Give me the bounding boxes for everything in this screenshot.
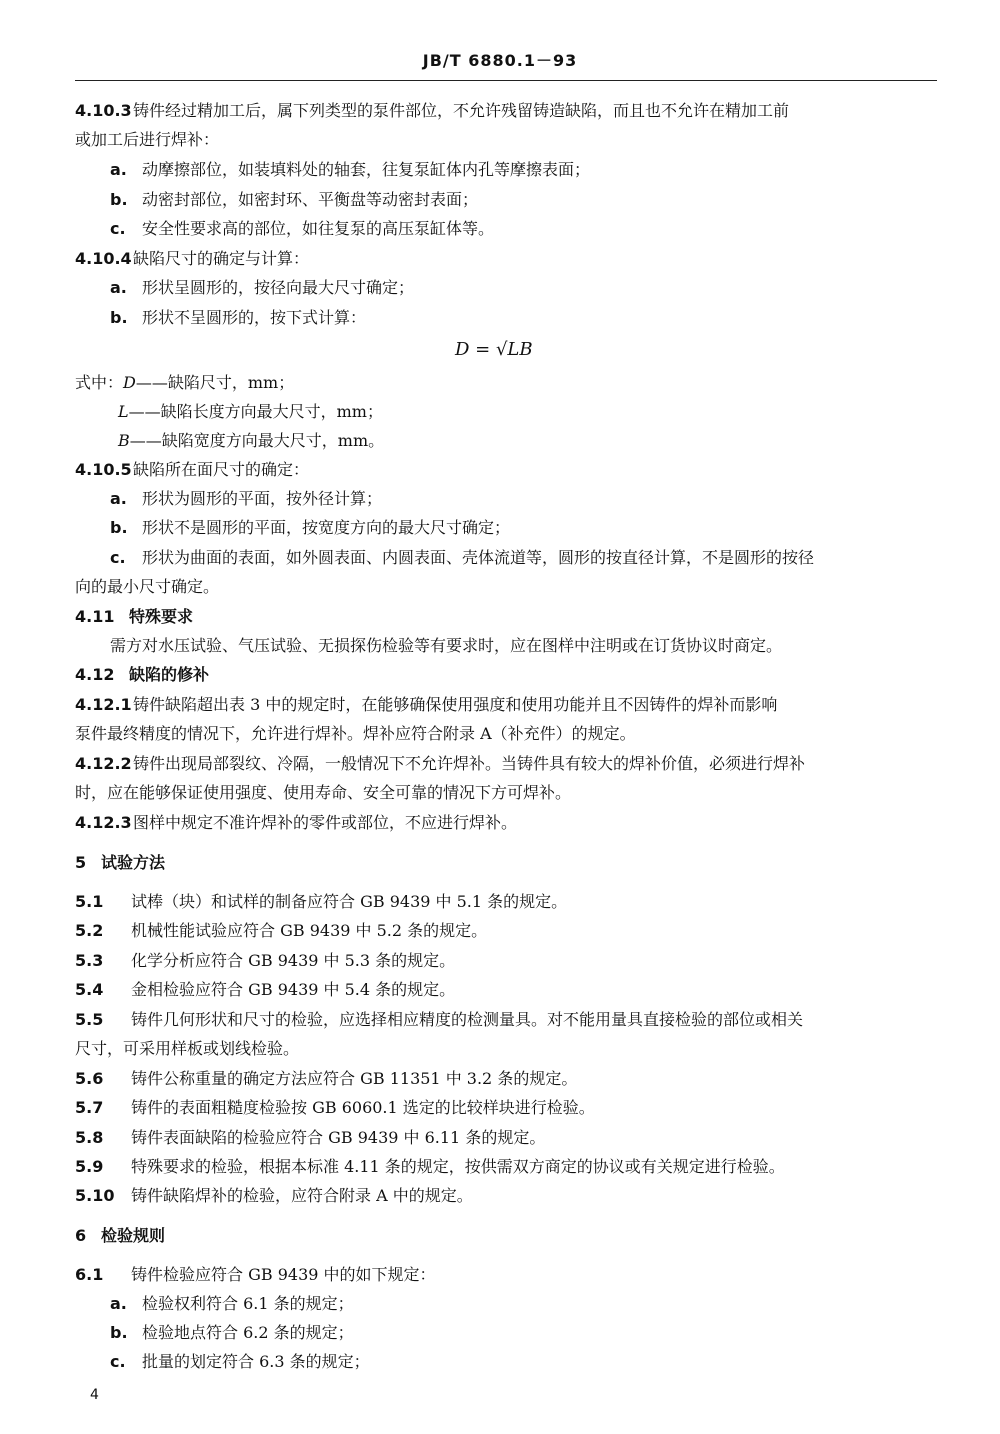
where-row-d: 式中：D——缺陷尺寸，mm； [75,373,295,392]
clause-5-10: 5.10 铸件缺陷焊补的检验，应符合附录 A 中的规定。 [75,1186,473,1205]
clause-4-11-text: 需方对水压试验、气压试验、无损探伤检验等有要求时，应在图样中注明或在订货协议时商定。 [110,636,783,655]
clause-title: 缺陷的修补 [129,665,210,684]
clause-5-7: 5.7 铸件的表面粗糙度检验按 GB 6060.1 选定的比较样块进行检验。 [75,1098,595,1117]
section-title: 检验规则 [101,1226,166,1245]
clause-number: 4.11 [75,607,115,626]
clause-4-11-heading [75,606,193,628]
clause-4-12-heading [75,664,209,686]
section-number: 5 [75,853,87,872]
clause-5-5: 5.5 铸件几何形状和尺寸的检验，应选择相应精度的检测量具。对不能用量具直接检验的部位或相关 [75,1010,804,1029]
clause-5-5-cont: 尺寸，可采用样板或划线检验。 [75,1039,300,1058]
list-item: a. 检验权利符合 6.1 条的规定； [110,1294,354,1313]
list-item: a. 形状为圆形的平面，按外径计算； [110,489,383,508]
page-number: 4 [90,1387,99,1403]
defect-size-formula: D = √LB [455,339,533,360]
list-item: c. 形状为曲面的表面，如外圆表面、内圆表面、壳体流道等，圆形的按直径计算，不是圆形的按径 [110,548,815,567]
clause-number: 4.12.1 [75,695,132,714]
clause-text: 缺陷所在面尺寸的确定： [133,460,310,479]
clause-4-10-5 [75,459,309,481]
clause-5-8: 5.8 铸件表面缺陷的检验应符合 GB 9439 中 6.11 条的规定。 [75,1128,546,1147]
section-title: 试验方法 [101,853,166,872]
section-6-heading [75,1225,165,1247]
section-5-heading [75,852,165,874]
clause-5-2: 5.2 机械性能试验应符合 GB 9439 中 5.2 条的规定。 [75,921,488,940]
clause-title: 特殊要求 [129,607,194,626]
clause-4-12-1: 4.12.1铸件缺陷超出表 3 中的规定时，在能够确保使用强度和使用功能并且不因铸件的焊补而影响 [75,695,778,714]
where-row-l: L——缺陷长度方向最大尺寸，mm； [118,402,383,421]
clause-5-3: 5.3 化学分析应符合 GB 9439 中 5.3 条的规定。 [75,951,456,970]
where-row-b: B——缺陷宽度方向最大尺寸，mm。 [118,431,385,450]
clause-5-1: 5.1 试棒（块）和试样的制备应符合 GB 9439 中 5.1 条的规定。 [75,892,568,911]
clause-5-9: 5.9 特殊要求的检验，根据本标准 4.11 条的规定，按供需双方商定的协议或有关规定进行检验。 [75,1157,785,1176]
clause-5-6: 5.6 铸件公称重量的确定方法应符合 GB 11351 中 3.2 条的规定。 [75,1069,578,1088]
list-item: c. 安全性要求高的部位，如往复泵的高压泵缸体等。 [110,219,495,238]
clause-4-10-3 [75,100,789,122]
list-item-cont: 向的最小尺寸确定。 [75,577,220,596]
list-item: c. 批量的划定符合 6.3 条的规定； [110,1352,370,1371]
clause-4-12-1-cont: 泵件最终精度的情况下，允许进行焊补。焊补应符合附录 A（补充件）的规定。 [75,724,636,743]
clause-4-12-2-cont: 时，应在能够保证使用强度、使用寿命、安全可靠的情况下方可焊补。 [75,783,572,802]
clause-number: 4.10.3 [75,101,132,120]
clause-number: 4.12.3 [75,813,132,832]
list-item: a. 动摩擦部位，如装填料处的轴套，往复泵缸体内孔等摩擦表面； [110,160,591,179]
clause-number: 4.12.2 [75,754,132,773]
section-number: 6 [75,1226,87,1245]
list-item: b. 动密封部位，如密封环、平衡盘等动密封表面； [110,190,479,209]
clause-4-12-2: 4.12.2铸件出现局部裂纹、冷隔，一般情况下不允许焊补。当铸件具有较大的焊补价值，必须进行焊补 [75,754,806,773]
clause-number: 4.10.5 [75,460,132,479]
list-item: b. 检验地点符合 6.2 条的规定； [110,1323,354,1342]
list-item: b. 形状不呈圆形的，按下式计算： [110,308,367,327]
clause-4-10-3-cont: 或加工后进行焊补： [75,130,220,149]
header-rule [75,80,937,81]
clause-4-10-4 [75,248,309,270]
clause-5-4: 5.4 金相检验应符合 GB 9439 中 5.4 条的规定。 [75,980,456,999]
clause-number: 4.12 [75,665,115,684]
clause-number: 4.10.4 [75,249,132,268]
clause-text: 缺陷尺寸的确定与计算： [133,249,310,268]
clause-6-1: 6.1 铸件检验应符合 GB 9439 中的如下规定： [75,1265,436,1284]
list-item: b. 形状不是圆形的平面，按宽度方向的最大尺寸确定； [110,518,511,537]
document-code-header: JB/T 6880.1－93 [422,51,578,70]
clause-4-12-3: 4.12.3图样中规定不准许焊补的零件或部位，不应进行焊补。 [75,813,518,832]
clause-text: 铸件经过精加工后，属下列类型的泵件部位，不允许残留铸造缺陷，而且也不允许在精加工前 [133,101,790,120]
list-item: a. 形状呈圆形的，按径向最大尺寸确定； [110,278,415,297]
